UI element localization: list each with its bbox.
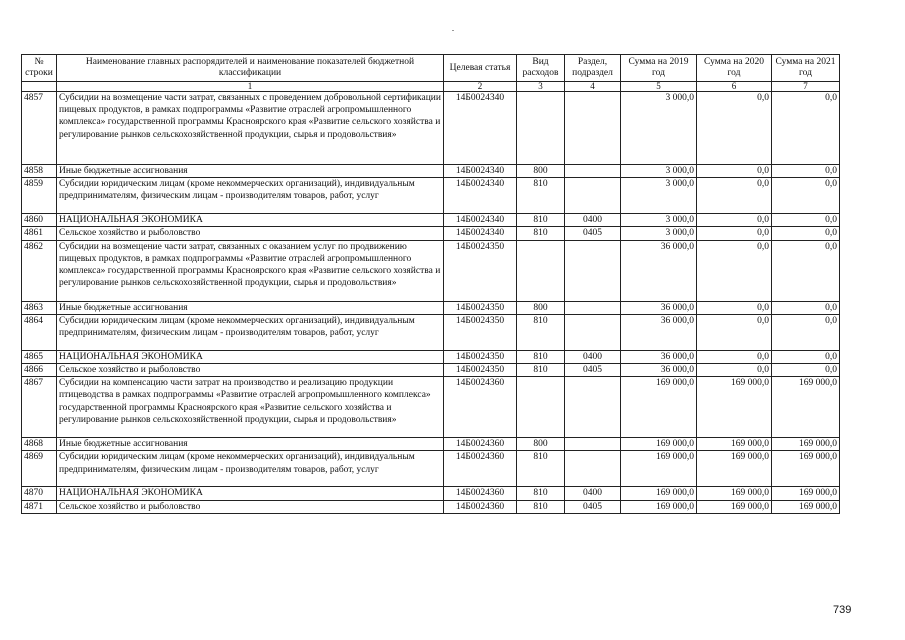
index-blank (22, 82, 57, 92)
row-name: Иные бюджетные ассигнования (57, 165, 444, 178)
row-number: 4866 (22, 364, 57, 377)
sum-2021: 0,0 (772, 350, 840, 363)
row-name: Субсидии на возмещение части затрат, связанных с оказанием услуг по продвижению пищевых продуктов, в рамках подпрограммы «Развитие отраслей агропромышленного комплекса» государственной программы Красноярского края «Развитие сельского хозяйства и регулирование рынков сельскохозяйственной продукции, сырья и продовольствия» (57, 240, 444, 301)
table-row (22, 165, 840, 178)
page-number: 739 (833, 604, 852, 616)
row-number: 4859 (22, 178, 57, 214)
expense-type (517, 240, 565, 301)
header-row (22, 55, 840, 82)
sum-2020: 0,0 (697, 214, 772, 227)
sum-2020: 0,0 (697, 165, 772, 178)
row-name: Иные бюджетные ассигнования (57, 301, 444, 314)
row-number: 4861 (22, 227, 57, 240)
sum-2020: 0,0 (697, 178, 772, 214)
row-name: Субсидии юридическим лицам (кроме некоммерческих организаций), индивидуальным предпринимателям, физическим лицам - производителям товаров, работ, услуг (57, 314, 444, 350)
section-code: 0405 (565, 364, 621, 377)
row-number: 4858 (22, 165, 57, 178)
index-cell: 6 (697, 82, 772, 92)
row-number: 4867 (22, 377, 57, 438)
sum-2019: 3 000,0 (621, 165, 697, 178)
sum-2019: 36 000,0 (621, 314, 697, 350)
target-article: 14Б0024350 (444, 301, 517, 314)
sum-2020: 0,0 (697, 227, 772, 240)
table-row (22, 178, 840, 214)
section-code (565, 451, 621, 487)
row-number: 4870 (22, 487, 57, 500)
sum-2020: 169 000,0 (697, 487, 772, 500)
sum-2021: 0,0 (772, 214, 840, 227)
sum-2019: 36 000,0 (621, 350, 697, 363)
sum-2021: 169 000,0 (772, 487, 840, 500)
row-name: НАЦИОНАЛЬНАЯ ЭКОНОМИКА (57, 350, 444, 363)
header-section: Раздел, подраздел (565, 55, 621, 82)
table-row (22, 314, 840, 350)
section-code: 0400 (565, 487, 621, 500)
sum-2021: 0,0 (772, 92, 840, 165)
section-code: 0405 (565, 227, 621, 240)
expense-type: 810 (517, 314, 565, 350)
expense-type: 810 (517, 227, 565, 240)
sum-2021: 0,0 (772, 301, 840, 314)
section-code: 0400 (565, 214, 621, 227)
section-code (565, 301, 621, 314)
sum-2020: 0,0 (697, 350, 772, 363)
sum-2019: 169 000,0 (621, 438, 697, 451)
index-cell: 2 (444, 82, 517, 92)
column-index-row (22, 82, 840, 92)
row-number: 4860 (22, 214, 57, 227)
expense-type (517, 377, 565, 438)
expense-type: 810 (517, 451, 565, 487)
section-code: 0405 (565, 500, 621, 513)
target-article: 14Б0024340 (444, 227, 517, 240)
sum-2019: 169 000,0 (621, 500, 697, 513)
section-code: 0400 (565, 350, 621, 363)
section-code (565, 377, 621, 438)
section-code (565, 165, 621, 178)
row-name: Сельское хозяйство и рыболовство (57, 227, 444, 240)
expense-type: 810 (517, 350, 565, 363)
row-name: Субсидии на компенсацию части затрат на производство и реализацию продукции птицеводства в рамках подпрограммы «Развитие отраслей агропромышленного комплекса» государственной программы Красноярского края «Развитие сельского хозяйства и регулирование рынков сельскохозяйственной продукции, сырья и продовольствия» (57, 377, 444, 438)
sum-2021: 169 000,0 (772, 377, 840, 438)
section-code (565, 240, 621, 301)
header-name: Наименование главных распорядителей и наименование показателей бюджетной классификации (57, 55, 444, 82)
row-name: Субсидии на возмещение части затрат, связанных с проведением добровольной сертификации пищевых продуктов, в рамках подпрограммы «Развитие отраслей агропромышленного комплекса» государственной программы Красноярского края «Развитие сельского хозяйства и регулирование рынков сельскохозяйственной продукции, сырья и продовольствия» (57, 92, 444, 165)
sum-2019: 3 000,0 (621, 227, 697, 240)
target-article: 14Б0024340 (444, 165, 517, 178)
expense-type: 810 (517, 364, 565, 377)
sum-2019: 36 000,0 (621, 240, 697, 301)
sum-2020: 0,0 (697, 240, 772, 301)
sum-2020: 169 000,0 (697, 377, 772, 438)
sum-2021: 0,0 (772, 227, 840, 240)
table-row (22, 451, 840, 487)
target-article: 14Б0024360 (444, 487, 517, 500)
section-code (565, 92, 621, 165)
sum-2021: 169 000,0 (772, 451, 840, 487)
header-row-number: № строки (22, 55, 57, 82)
expense-type: 800 (517, 301, 565, 314)
table-row (22, 438, 840, 451)
header-sum-2021: Сумма на 2021 год (772, 55, 840, 82)
sum-2021: 0,0 (772, 364, 840, 377)
target-article: 14Б0024350 (444, 364, 517, 377)
sum-2019: 3 000,0 (621, 214, 697, 227)
row-name: Иные бюджетные ассигнования (57, 438, 444, 451)
row-name: НАЦИОНАЛЬНАЯ ЭКОНОМИКА (57, 487, 444, 500)
target-article: 14Б0024360 (444, 500, 517, 513)
index-cell: 3 (517, 82, 565, 92)
index-cell: 7 (772, 82, 840, 92)
index-cell: 1 (57, 82, 444, 92)
target-article: 14Б0024360 (444, 377, 517, 438)
sum-2021: 0,0 (772, 178, 840, 214)
expense-type: 810 (517, 487, 565, 500)
sum-2021: 0,0 (772, 240, 840, 301)
scan-mark (452, 30, 454, 31)
expense-type: 810 (517, 178, 565, 214)
row-name: Сельское хозяйство и рыболовство (57, 500, 444, 513)
sum-2021: 0,0 (772, 314, 840, 350)
table-row (22, 92, 840, 165)
header-expense-type: Вид расходов (517, 55, 565, 82)
target-article: 14Б0024350 (444, 240, 517, 301)
expense-type: 800 (517, 165, 565, 178)
sum-2019: 36 000,0 (621, 301, 697, 314)
target-article: 14Б0024340 (444, 92, 517, 165)
table-row (22, 301, 840, 314)
table-row (22, 377, 840, 438)
sum-2019: 36 000,0 (621, 364, 697, 377)
sum-2020: 169 000,0 (697, 451, 772, 487)
row-name: Субсидии юридическим лицам (кроме некоммерческих организаций), индивидуальным предпринимателям, физическим лицам - производителям товаров, работ, услуг (57, 178, 444, 214)
target-article: 14Б0024350 (444, 314, 517, 350)
sum-2020: 0,0 (697, 364, 772, 377)
row-number: 4865 (22, 350, 57, 363)
sum-2020: 0,0 (697, 301, 772, 314)
table-body (22, 92, 840, 514)
table-row (22, 487, 840, 500)
row-name: Субсидии юридическим лицам (кроме некоммерческих организаций), индивидуальным предпринимателям, физическим лицам - производителям товаров, работ, услуг (57, 451, 444, 487)
table-row (22, 214, 840, 227)
expense-type: 800 (517, 438, 565, 451)
sum-2019: 3 000,0 (621, 178, 697, 214)
target-article: 14Б0024340 (444, 178, 517, 214)
sum-2019: 169 000,0 (621, 487, 697, 500)
row-number: 4857 (22, 92, 57, 165)
row-name: Сельское хозяйство и рыболовство (57, 364, 444, 377)
sum-2021: 169 000,0 (772, 438, 840, 451)
table-row (22, 364, 840, 377)
section-code (565, 178, 621, 214)
header-target-article: Целевая статья (444, 55, 517, 82)
row-number: 4863 (22, 301, 57, 314)
section-code (565, 438, 621, 451)
table-row (22, 350, 840, 363)
sum-2020: 0,0 (697, 314, 772, 350)
section-code (565, 314, 621, 350)
expense-type (517, 92, 565, 165)
row-number: 4871 (22, 500, 57, 513)
budget-table (21, 54, 840, 514)
target-article: 14Б0024350 (444, 350, 517, 363)
sum-2019: 3 000,0 (621, 92, 697, 165)
row-name: НАЦИОНАЛЬНАЯ ЭКОНОМИКА (57, 214, 444, 227)
row-number: 4862 (22, 240, 57, 301)
index-cell: 4 (565, 82, 621, 92)
sum-2020: 169 000,0 (697, 438, 772, 451)
sum-2020: 0,0 (697, 92, 772, 165)
sum-2020: 169 000,0 (697, 500, 772, 513)
expense-type: 810 (517, 500, 565, 513)
target-article: 14Б0024340 (444, 214, 517, 227)
sum-2021: 169 000,0 (772, 500, 840, 513)
target-article: 14Б0024360 (444, 438, 517, 451)
row-number: 4869 (22, 451, 57, 487)
sum-2021: 0,0 (772, 165, 840, 178)
index-cell: 5 (621, 82, 697, 92)
header-sum-2019: Сумма на 2019 год (621, 55, 697, 82)
header-sum-2020: Сумма на 2020 год (697, 55, 772, 82)
row-number: 4868 (22, 438, 57, 451)
sum-2019: 169 000,0 (621, 377, 697, 438)
table-row (22, 500, 840, 513)
table-row (22, 240, 840, 301)
expense-type: 810 (517, 214, 565, 227)
target-article: 14Б0024360 (444, 451, 517, 487)
table-row (22, 227, 840, 240)
sum-2019: 169 000,0 (621, 451, 697, 487)
row-number: 4864 (22, 314, 57, 350)
